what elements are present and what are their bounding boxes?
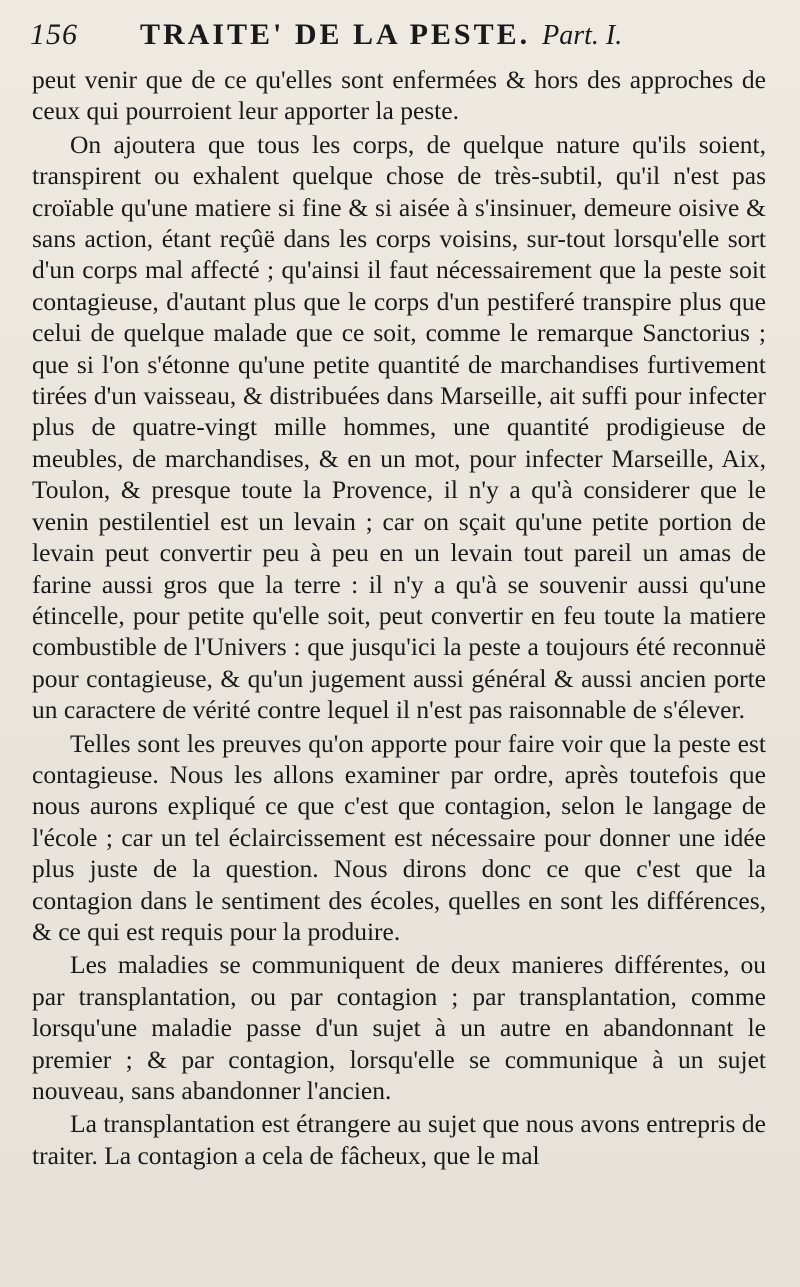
paragraph: Les maladies se communiquent de deux manieres différentes, ou par transplantation, ou par contagion ; par transplantation, comme lorsqu'une maladie passe d'un sujet à un autre en abandonnant le premier ; & par contagion, lorsqu'elle se communique à un sujet nouveau, sans abandonner l'ancien. (32, 950, 766, 1105)
running-part: Part. I. (542, 20, 623, 51)
paragraph: Telles sont les preuves qu'on apporte pour faire voir que la peste est contagieuse. Nous les allons examiner par ordre, après toutefois que nous aurons expliqué ce que c'est que contagion, selon le langage de l'école ; car un tel éclaircissement est nécessaire pour donner une idée plus juste de la question. Nous dirons donc ce que c'est que la contagion dans le sentiment des écoles, quelles en sont les différences, & ce qui est requis pour la produire. (32, 728, 766, 946)
page-header (30, 18, 770, 62)
page-number: 156 (30, 18, 78, 51)
running-title: TRAITE' DE LA PESTE. (140, 18, 531, 51)
paragraph: peut venir que de ce qu'elles sont enfermées & hors des approches de ceux qui pourroient leur apporter la peste. (32, 65, 766, 126)
paragraph: On ajoutera que tous les corps, de quelque nature qu'ils soient, transpirent ou exhalent quelque chose de très-subtil, qu'il n'est pas croïable qu'une matiere si fine & si aisée à s'insinuer, demeure oisive & sans action, étant reçûë dans les corps voisins, sur-tout lorsqu'elle sort d'un corps mal affecté ; qu'ainsi il faut nécessairement que la peste soit contagieuse, d'autant plus que le corps d'un pestiferé transpire plus que celui de quelque malade que ce soit, comme le remarque Sanctorius ; que si l'on s'étonne qu'une petite quantité de marchandises furtivement tirées d'un vaisseau, & distribuées dans Marseille, ait suffi pour infecter plus de quatre-vingt mille hommes, une quantité prodigieuse de meubles, de marchandises, & en un mot, pour infecter Marseille, Aix, Toulon, & presque toute la Provence, il n'y a qu'à considerer que le venin pestilentiel est un levain ; car on sçait qu'une petite portion de levain peut convertir peu à peu en un levain tout pareil un amas de farine aussi gros que la terre : il n'y a qu'à se souvenir aussi qu'une étincelle, pour petite qu'elle soit, peut convertir en feu toute la matiere combustible de l'Univers : que jusqu'ici la peste a toujours été reconnuë pour contagieuse, & qu'un jugement aussi général & aussi ancien porte un caractere de vérité contre lequel il n'est pas raisonnable de s'élever. (32, 129, 766, 725)
paragraph: La transplantation est étrangere au sujet que nous avons entrepris de traiter. La contagion a cela de fâcheux, que le mal (32, 1109, 766, 1170)
body-text (32, 64, 766, 1173)
